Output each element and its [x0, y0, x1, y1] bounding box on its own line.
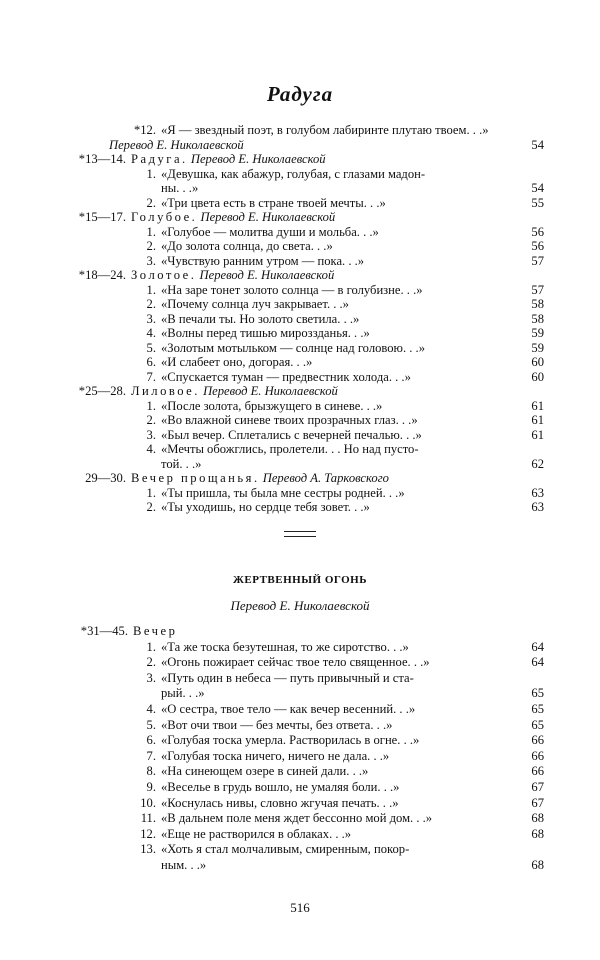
page-ref: 66 — [531, 733, 544, 748]
toc-entry — [0, 138, 600, 152]
page-ref: 68 — [531, 858, 544, 872]
entry-number: 12. — [140, 826, 156, 841]
entry-text: «Хоть я стал молчаливым, смиренным, покор- — [161, 842, 410, 857]
toc-entry — [0, 326, 600, 340]
page-ref: 56 — [531, 239, 544, 253]
toc-entry — [0, 796, 600, 810]
entry-text: «Веселье в грудь вошло, не умаляя боли. . .» — [161, 780, 400, 794]
page-ref: 55 — [531, 195, 544, 210]
entry-number: 3. — [146, 427, 156, 442]
toc-entry — [0, 655, 600, 669]
page-ref: 54 — [531, 137, 544, 152]
toc-entry — [0, 254, 600, 268]
entry-number: 1. — [146, 224, 156, 239]
entry-text: «Во влажной синеве твоих прозрачных глаз. . .» — [161, 413, 418, 427]
entry-number: 4. — [146, 442, 156, 456]
entry-text — [133, 624, 177, 638]
toc-entry — [0, 702, 600, 716]
toc-entry — [0, 827, 600, 841]
entry-text — [131, 152, 326, 166]
entry-number: 3. — [146, 253, 156, 268]
entry-text: «Волны перед тишью мироззданья. . .» — [161, 326, 370, 340]
page-ref: 65 — [531, 717, 544, 732]
entry-text: «Голубое — молитва души и мольба. . .» — [161, 224, 379, 239]
entry-number: 1. — [146, 282, 156, 297]
entry-text: «Я — звездный поэт, в голубом лабиринте плутаю твоем. . .» — [161, 123, 489, 137]
entry-text: «Золотым мотыльком — солнце над головою. . .» — [161, 340, 426, 355]
translator-credit: Перевод Е. Николаевской — [203, 384, 338, 398]
toc-entry — [0, 355, 600, 369]
page-ref: 60 — [531, 355, 544, 369]
entry-text: «Еще не растворился в облаках. . .» — [161, 826, 352, 841]
entry-number: 29—30. — [85, 471, 126, 485]
page-ref: 65 — [531, 702, 544, 716]
page-ref: 66 — [531, 748, 544, 763]
toc-entry — [0, 486, 600, 500]
section-translator: Перевод Е. Николаевской — [230, 598, 370, 613]
entry-number: 2. — [146, 297, 156, 311]
entry-number: 2. — [146, 413, 156, 427]
entry-text — [131, 210, 335, 224]
page-ref: 67 — [531, 795, 544, 810]
entry-text: «О сестра, твое тело — как вечер весенний. . .» — [161, 702, 416, 716]
entry-number: *12. — [133, 123, 156, 137]
page-ref: 61 — [531, 398, 544, 413]
page-ref: 59 — [531, 326, 544, 340]
page-ref: 62 — [531, 456, 544, 471]
entry-number: *13—14. — [78, 152, 126, 166]
toc-entry — [0, 210, 600, 224]
toc-entry — [0, 152, 600, 166]
toc-entry — [0, 196, 600, 210]
cycle-title: Вечер прощанья. — [131, 471, 260, 485]
page-ref: 58 — [531, 311, 544, 326]
entry-text: «В печали ты. Но золото светила. . .» — [161, 311, 360, 326]
entry-number: 1. — [146, 639, 156, 654]
entry-text: «И слабеет оно, догорая. . .» — [161, 355, 313, 369]
page-ref: 60 — [531, 369, 544, 384]
entry-number: *31—45. — [80, 624, 128, 638]
entry-number: 13. — [140, 842, 156, 857]
entry-text — [131, 471, 389, 485]
toc-entry — [0, 858, 600, 872]
entry-text: «Ты уходишь, но сердце тебя зовет. . .» — [161, 500, 370, 514]
entry-text: «В дальнем поле меня ждет бессонно мой дом. . .» — [161, 811, 433, 826]
toc-entry — [0, 624, 600, 638]
entry-text: «Ты пришла, ты была мне сестры родней. . .» — [161, 485, 405, 500]
toc-entry — [0, 718, 600, 732]
entry-number: 7. — [146, 748, 156, 763]
translator-credit: Перевод Е. Николаевской — [190, 152, 326, 166]
entry-number: *18—24. — [78, 268, 126, 282]
entry-text: «Три цвета есть в стране твоей мечты. . .» — [161, 195, 386, 210]
page-ref: 65 — [531, 686, 544, 701]
entry-text: «Девушка, как абажур, голубая, с глазами мадон- — [161, 166, 426, 181]
toc-entry — [0, 764, 600, 778]
entry-text: «Был вечер. Сплетались с вечерней печалью. . .» — [161, 427, 422, 442]
entry-text: «Спускается туман — предвестник холода. . .» — [161, 369, 411, 384]
toc-entry — [0, 457, 600, 471]
toc-entry — [0, 733, 600, 747]
entry-text: ны. . .» — [161, 181, 199, 195]
entry-text: «Огонь пожирает сейчас твое тело священное. . .» — [161, 655, 430, 670]
toc-entry — [0, 780, 600, 794]
toc-entry — [0, 442, 600, 456]
entry-number: 3. — [146, 311, 156, 326]
page-ref: 61 — [531, 427, 544, 442]
translator-credit: Перевод А. Тарковского — [262, 471, 389, 485]
page-ref: 67 — [531, 780, 544, 794]
entry-text: «Голубая тоска ничего, ничего не дала. . .» — [161, 748, 390, 763]
page-title: Радуга — [266, 82, 334, 106]
entry-text: «Почему солнца луч закрывает. . .» — [161, 297, 349, 311]
entry-number: 2. — [146, 655, 156, 670]
page-ref: 66 — [531, 764, 544, 779]
toc-entry — [0, 167, 600, 181]
entry-text: «Коснулась нивы, словно жгучая печать. . .» — [161, 795, 399, 810]
entry-text: «Вот очи твои — без мечты, без ответа. . .» — [161, 717, 393, 732]
entry-number: 9. — [146, 780, 156, 794]
entry-text: «До золота солнца, до света. . .» — [161, 239, 333, 253]
entry-text: «После золота, брызжущего в синеве. . .» — [161, 398, 383, 413]
entry-text: той. . .» — [161, 456, 202, 471]
toc-entry — [0, 225, 600, 239]
entry-number: 7. — [146, 369, 156, 384]
page-ref: 61 — [531, 413, 544, 427]
entry-text: «Мечты обожглись, пролетели. . . Но над пусто- — [161, 442, 419, 456]
toc-entry — [0, 811, 600, 825]
toc-entry — [0, 500, 600, 514]
toc-entry — [0, 341, 600, 355]
entry-number: 5. — [146, 717, 156, 732]
separator-rule — [284, 536, 316, 537]
entry-number: *15—17. — [78, 210, 126, 224]
entry-text: ным. . .» — [161, 858, 207, 872]
cycle-title: Голубое. — [131, 210, 198, 224]
toc-entry — [0, 413, 600, 427]
page-ref: 64 — [531, 655, 544, 670]
page-ref: 63 — [531, 500, 544, 514]
entry-number: 4. — [146, 326, 156, 340]
translator-credit: Перевод Е. Николаевской — [199, 268, 335, 282]
page-ref: 68 — [531, 826, 544, 841]
entry-number: 1. — [146, 166, 156, 181]
entry-number: 2. — [146, 239, 156, 253]
toc-entry — [0, 297, 600, 311]
entry-text: «Путь один в небеса — путь привычный и ста- — [161, 670, 414, 685]
cycle-title: Золотое. — [131, 268, 197, 282]
cycle-title: Вечер — [133, 624, 178, 638]
page-ref: 54 — [531, 181, 544, 195]
toc-entry — [0, 370, 600, 384]
entry-number: 10. — [140, 795, 156, 810]
entry-number: 1. — [146, 398, 156, 413]
page-ref: 68 — [531, 811, 544, 826]
entry-number: 6. — [146, 733, 156, 748]
toc-entry — [0, 428, 600, 442]
entry-number: 3. — [146, 670, 156, 685]
entry-number: 5. — [146, 340, 156, 355]
entry-number: 6. — [146, 355, 156, 369]
page-ref: 63 — [531, 485, 544, 500]
toc-entry — [0, 749, 600, 763]
entry-text: «Голубая тоска умерла. Растворилась в огне. . .» — [161, 733, 420, 748]
toc-entry — [0, 384, 600, 398]
toc-entry — [0, 842, 600, 856]
entry-number: 2. — [146, 500, 156, 514]
entry-number: 1. — [146, 485, 156, 500]
entry-number: 2. — [146, 195, 156, 210]
entry-text: Перевод Е. Николаевской — [109, 137, 244, 152]
section-heading: ЖЕРТВЕННЫЙ ОГОНЬ — [233, 574, 367, 586]
page-ref: 58 — [531, 297, 544, 311]
page-ref: 59 — [531, 340, 544, 355]
toc-entry — [0, 283, 600, 297]
page-ref: 57 — [531, 253, 544, 268]
entry-text: рый. . .» — [161, 686, 205, 701]
toc-entry — [0, 640, 600, 654]
entry-text — [131, 268, 334, 282]
entry-text: «Чувствую ранним утром — пока. . .» — [161, 253, 365, 268]
entry-number: *25—28. — [78, 384, 126, 398]
page-ref: 56 — [531, 224, 544, 239]
toc-entry — [0, 181, 600, 195]
entry-number: 11. — [140, 811, 156, 826]
entry-text: «На синеющем озере в синей дали. . .» — [161, 764, 369, 779]
toc-entry — [0, 123, 600, 137]
page-ref: 64 — [531, 639, 544, 654]
toc-entry — [0, 312, 600, 326]
entry-text: «Та же тоска безутешная, то же сиротство. . .» — [161, 639, 409, 654]
entry-text: «На заре тонет золото солнца — в голубизне. . .» — [161, 282, 423, 297]
entry-number: 4. — [146, 702, 156, 716]
toc-entry — [0, 268, 600, 282]
cycle-title: Лиловое. — [131, 384, 200, 398]
entry-text — [131, 384, 338, 398]
cycle-title: Радуга. — [131, 152, 188, 166]
toc-entry — [0, 471, 600, 485]
translator-credit: Перевод Е. Николаевской — [200, 210, 336, 224]
toc-entry — [0, 686, 600, 700]
toc-entry — [0, 671, 600, 685]
page-ref: 57 — [531, 282, 544, 297]
page-number: 516 — [290, 900, 310, 915]
entry-number: 8. — [146, 764, 156, 779]
toc-entry — [0, 239, 600, 253]
separator-rule — [284, 531, 316, 532]
toc-entry — [0, 399, 600, 413]
